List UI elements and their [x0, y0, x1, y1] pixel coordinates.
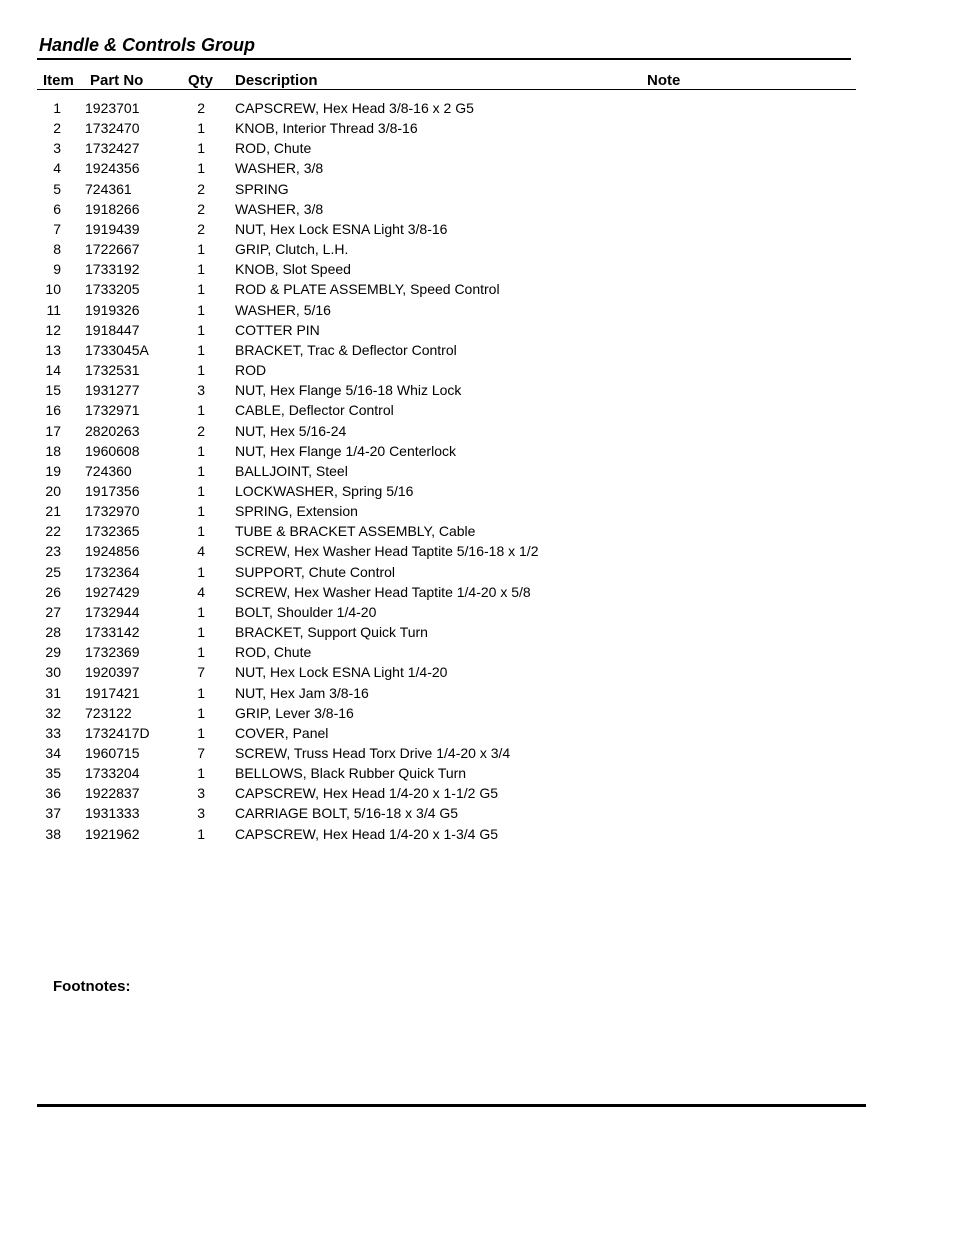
table-row	[0, 179, 954, 199]
cell-qty: 1	[197, 644, 205, 661]
cell-item: 25	[45, 563, 61, 580]
table-row	[0, 199, 954, 219]
cell-qty: 1	[197, 402, 205, 419]
cell-part-no: 2820263	[85, 422, 140, 439]
table-row	[0, 521, 954, 541]
table-row	[0, 380, 954, 400]
cell-item: 5	[53, 180, 61, 197]
cell-description: CAPSCREW, Hex Head 1/4-20 x 1-1/2 G5	[235, 785, 498, 802]
table-row	[0, 582, 954, 602]
cell-part-no: 1733045A	[85, 341, 149, 358]
table-row	[0, 400, 954, 420]
cell-qty: 1	[197, 160, 205, 177]
column-header-note: Note	[647, 72, 681, 89]
table-row	[0, 783, 954, 803]
cell-part-no: 1732470	[85, 120, 140, 137]
cell-description: LOCKWASHER, Spring 5/16	[235, 482, 414, 499]
cell-item: 37	[45, 805, 61, 822]
cell-part-no: 1917421	[85, 684, 140, 701]
cell-description: SCREW, Hex Washer Head Taptite 1/4-20 x 5/8	[235, 583, 531, 600]
cell-part-no: 1732944	[85, 603, 140, 620]
cell-qty: 2	[197, 200, 205, 217]
cell-part-no: 1722667	[85, 241, 140, 258]
cell-description: NUT, Hex Flange 5/16-18 Whiz Lock	[235, 382, 462, 399]
cell-item: 15	[45, 382, 61, 399]
cell-part-no: 1921962	[85, 825, 140, 842]
cell-description: NUT, Hex Flange 1/4-20 Centerlock	[235, 442, 456, 459]
table-row	[0, 562, 954, 582]
cell-part-no: 1919439	[85, 220, 140, 237]
cell-part-no: 1924856	[85, 543, 140, 560]
cell-item: 11	[46, 301, 61, 318]
cell-qty: 7	[197, 745, 205, 761]
column-header-qty: Qty	[188, 72, 214, 89]
cell-qty: 2	[197, 100, 205, 116]
cell-description: WASHER, 3/8	[235, 200, 324, 217]
table-row	[0, 683, 954, 703]
cell-part-no: 1733205	[85, 281, 140, 298]
cell-description: CAPSCREW, Hex Head 1/4-20 x 1-3/4 G5	[235, 825, 498, 842]
cell-item: 22	[45, 523, 61, 540]
cell-item: 8	[53, 241, 61, 258]
cell-qty: 1	[197, 140, 205, 157]
cell-part-no: 1732365	[85, 523, 140, 540]
cell-qty: 1	[197, 362, 205, 379]
cell-qty: 3	[197, 805, 205, 822]
cell-item: 4	[53, 160, 61, 177]
table-row	[0, 541, 954, 561]
cell-description: KNOB, Interior Thread 3/8-16	[235, 120, 418, 137]
table-row	[0, 300, 954, 320]
cell-part-no: 1733192	[85, 261, 140, 278]
cell-item: 26	[45, 583, 61, 600]
cell-item: 27	[45, 603, 61, 620]
cell-part-no: 1923701	[85, 100, 140, 116]
cell-description: GRIP, Clutch, L.H.	[235, 241, 349, 258]
cell-item: 19	[45, 462, 61, 479]
cell-description: SPRING, Extension	[235, 503, 358, 520]
cell-part-no: 1920397	[85, 664, 140, 681]
cell-qty: 3	[197, 785, 205, 802]
table-row	[0, 824, 954, 844]
cell-item: 16	[45, 402, 61, 419]
bottom-divider	[37, 1104, 866, 1107]
cell-description: NUT, Hex Lock ESNA Light 1/4-20	[235, 664, 448, 681]
cell-description: BRACKET, Support Quick Turn	[235, 624, 428, 641]
cell-qty: 1	[197, 765, 205, 782]
table-row	[0, 239, 954, 259]
cell-description: COTTER PIN	[235, 321, 320, 338]
table-row	[0, 662, 954, 682]
cell-qty: 1	[197, 563, 205, 580]
cell-part-no: 1960715	[85, 745, 140, 761]
header-divider	[37, 89, 856, 90]
table-row	[0, 461, 954, 481]
table-row	[0, 501, 954, 521]
cell-description: BRACKET, Trac & Deflector Control	[235, 341, 457, 358]
cell-item: 38	[45, 825, 61, 842]
cell-item: 9	[53, 261, 61, 278]
cell-qty: 1	[197, 523, 205, 540]
cell-description: ROD	[235, 362, 267, 379]
cell-description: WASHER, 3/8	[235, 160, 324, 177]
cell-description: BALLJOINT, Steel	[235, 462, 348, 479]
cell-description: SCREW, Truss Head Torx Drive 1/4-20 x 3/4	[235, 745, 511, 761]
cell-part-no: 1931333	[85, 805, 140, 822]
table-row	[0, 723, 954, 743]
cell-description: NUT, Hex Lock ESNA Light 3/8-16	[235, 220, 448, 237]
cell-part-no: 1917356	[85, 482, 140, 499]
cell-qty: 1	[197, 261, 205, 278]
cell-item: 14	[45, 362, 61, 379]
cell-description: ROD, Chute	[235, 140, 312, 157]
table-row	[0, 360, 954, 380]
cell-description: CAPSCREW, Hex Head 3/8-16 x 2 G5	[235, 100, 474, 116]
cell-qty: 1	[197, 321, 205, 338]
cell-qty: 1	[197, 724, 205, 741]
cell-qty: 1	[197, 684, 205, 701]
table-row	[0, 763, 954, 783]
cell-item: 6	[53, 200, 61, 217]
cell-part-no: 724361	[85, 180, 132, 197]
cell-qty: 4	[197, 583, 205, 600]
table-row	[0, 421, 954, 441]
cell-description: ROD, Chute	[235, 644, 312, 661]
cell-item: 34	[45, 745, 61, 761]
cell-item: 29	[45, 644, 61, 661]
cell-item: 17	[45, 422, 61, 439]
cell-qty: 1	[197, 462, 205, 479]
cell-item: 12	[45, 321, 61, 338]
cell-description: WASHER, 5/16	[235, 301, 331, 318]
cell-item: 31	[45, 684, 61, 701]
cell-qty: 2	[197, 220, 205, 237]
cell-item: 28	[45, 624, 61, 641]
cell-qty: 1	[197, 704, 205, 721]
cell-description: SUPPORT, Chute Control	[235, 563, 396, 580]
cell-description: BOLT, Shoulder 1/4-20	[235, 603, 377, 620]
cell-item: 30	[45, 664, 61, 681]
cell-qty: 1	[197, 603, 205, 620]
cell-part-no: 1960608	[85, 442, 140, 459]
cell-qty: 1	[197, 503, 205, 520]
cell-part-no: 1918447	[85, 321, 140, 338]
table-row	[0, 441, 954, 461]
table-row	[0, 803, 954, 823]
cell-description: KNOB, Slot Speed	[235, 261, 351, 278]
table-row	[0, 622, 954, 642]
cell-item: 13	[45, 341, 61, 358]
cell-part-no: 1927429	[85, 583, 140, 600]
cell-description: NUT, Hex 5/16-24	[235, 422, 347, 439]
cell-item: 20	[45, 482, 61, 499]
cell-part-no: 1922837	[85, 785, 140, 802]
cell-part-no: 724360	[85, 462, 132, 479]
cell-part-no: 1732369	[85, 644, 140, 661]
cell-item: 21	[45, 503, 61, 520]
cell-qty: 3	[197, 382, 205, 399]
cell-part-no: 1732417D	[85, 724, 150, 741]
cell-qty: 1	[197, 301, 205, 318]
cell-qty: 1	[197, 281, 205, 298]
cell-qty: 1	[197, 825, 205, 842]
cell-qty: 1	[197, 482, 205, 499]
cell-part-no: 723122	[85, 704, 132, 721]
cell-description: CABLE, Deflector Control	[235, 402, 394, 419]
cell-item: 2	[53, 120, 61, 137]
table-row	[0, 602, 954, 622]
cell-description: SCREW, Hex Washer Head Taptite 5/16-18 x 1/2	[235, 543, 539, 560]
table-row	[0, 743, 954, 763]
page-title: Handle & Controls Group	[39, 35, 255, 55]
table-row	[0, 118, 954, 138]
parts-table	[0, 98, 954, 844]
cell-part-no: 1919326	[85, 301, 140, 318]
table-row	[0, 219, 954, 239]
table-row	[0, 158, 954, 178]
cell-description: GRIP, Lever 3/8-16	[235, 704, 354, 721]
cell-item: 7	[53, 220, 61, 237]
table-row	[0, 259, 954, 279]
cell-item: 36	[45, 785, 61, 802]
cell-part-no: 1732427	[85, 140, 140, 157]
cell-item: 35	[45, 765, 61, 782]
cell-qty: 4	[197, 543, 205, 560]
cell-part-no: 1918266	[85, 200, 140, 217]
cell-qty: 1	[197, 624, 205, 641]
cell-description: TUBE & BRACKET ASSEMBLY, Cable	[235, 523, 476, 540]
table-row	[0, 642, 954, 662]
cell-part-no: 1732364	[85, 563, 140, 580]
cell-qty: 7	[197, 664, 205, 681]
cell-description: ROD & PLATE ASSEMBLY, Speed Control	[235, 281, 500, 298]
cell-description: BELLOWS, Black Rubber Quick Turn	[235, 765, 467, 782]
footnotes-label: Footnotes:	[53, 978, 131, 995]
cell-part-no: 1732971	[85, 402, 140, 419]
cell-item: 10	[45, 281, 61, 298]
cell-description: NUT, Hex Jam 3/8-16	[235, 684, 369, 701]
cell-part-no: 1924356	[85, 160, 140, 177]
cell-item: 32	[45, 704, 61, 721]
cell-part-no: 1733204	[85, 765, 140, 782]
column-header-description: Description	[235, 72, 318, 89]
cell-description: COVER, Panel	[235, 724, 329, 741]
cell-qty: 2	[197, 422, 205, 439]
table-row	[0, 703, 954, 723]
cell-item: 1	[53, 100, 61, 116]
cell-description: CARRIAGE BOLT, 5/16-18 x 3/4 G5	[235, 805, 459, 822]
cell-qty: 1	[197, 241, 205, 258]
cell-qty: 1	[197, 442, 205, 459]
column-header-part-no: Part No	[90, 72, 144, 89]
table-row	[0, 279, 954, 299]
cell-qty: 2	[197, 180, 205, 197]
cell-part-no: 1931277	[85, 382, 140, 399]
table-row	[0, 98, 954, 118]
cell-item: 33	[45, 724, 61, 741]
cell-part-no: 1733142	[85, 624, 140, 641]
table-row	[0, 320, 954, 340]
table-row	[0, 138, 954, 158]
cell-part-no: 1732531	[85, 362, 140, 379]
table-row	[0, 340, 954, 360]
cell-part-no: 1732970	[85, 503, 140, 520]
table-row	[0, 481, 954, 501]
title-divider	[37, 58, 851, 60]
column-header-item: Item	[43, 72, 74, 89]
cell-qty: 1	[197, 120, 205, 137]
cell-item: 23	[45, 543, 61, 560]
cell-description: SPRING	[235, 180, 289, 197]
cell-qty: 1	[197, 341, 205, 358]
cell-item: 18	[45, 442, 61, 459]
cell-item: 3	[53, 140, 61, 157]
